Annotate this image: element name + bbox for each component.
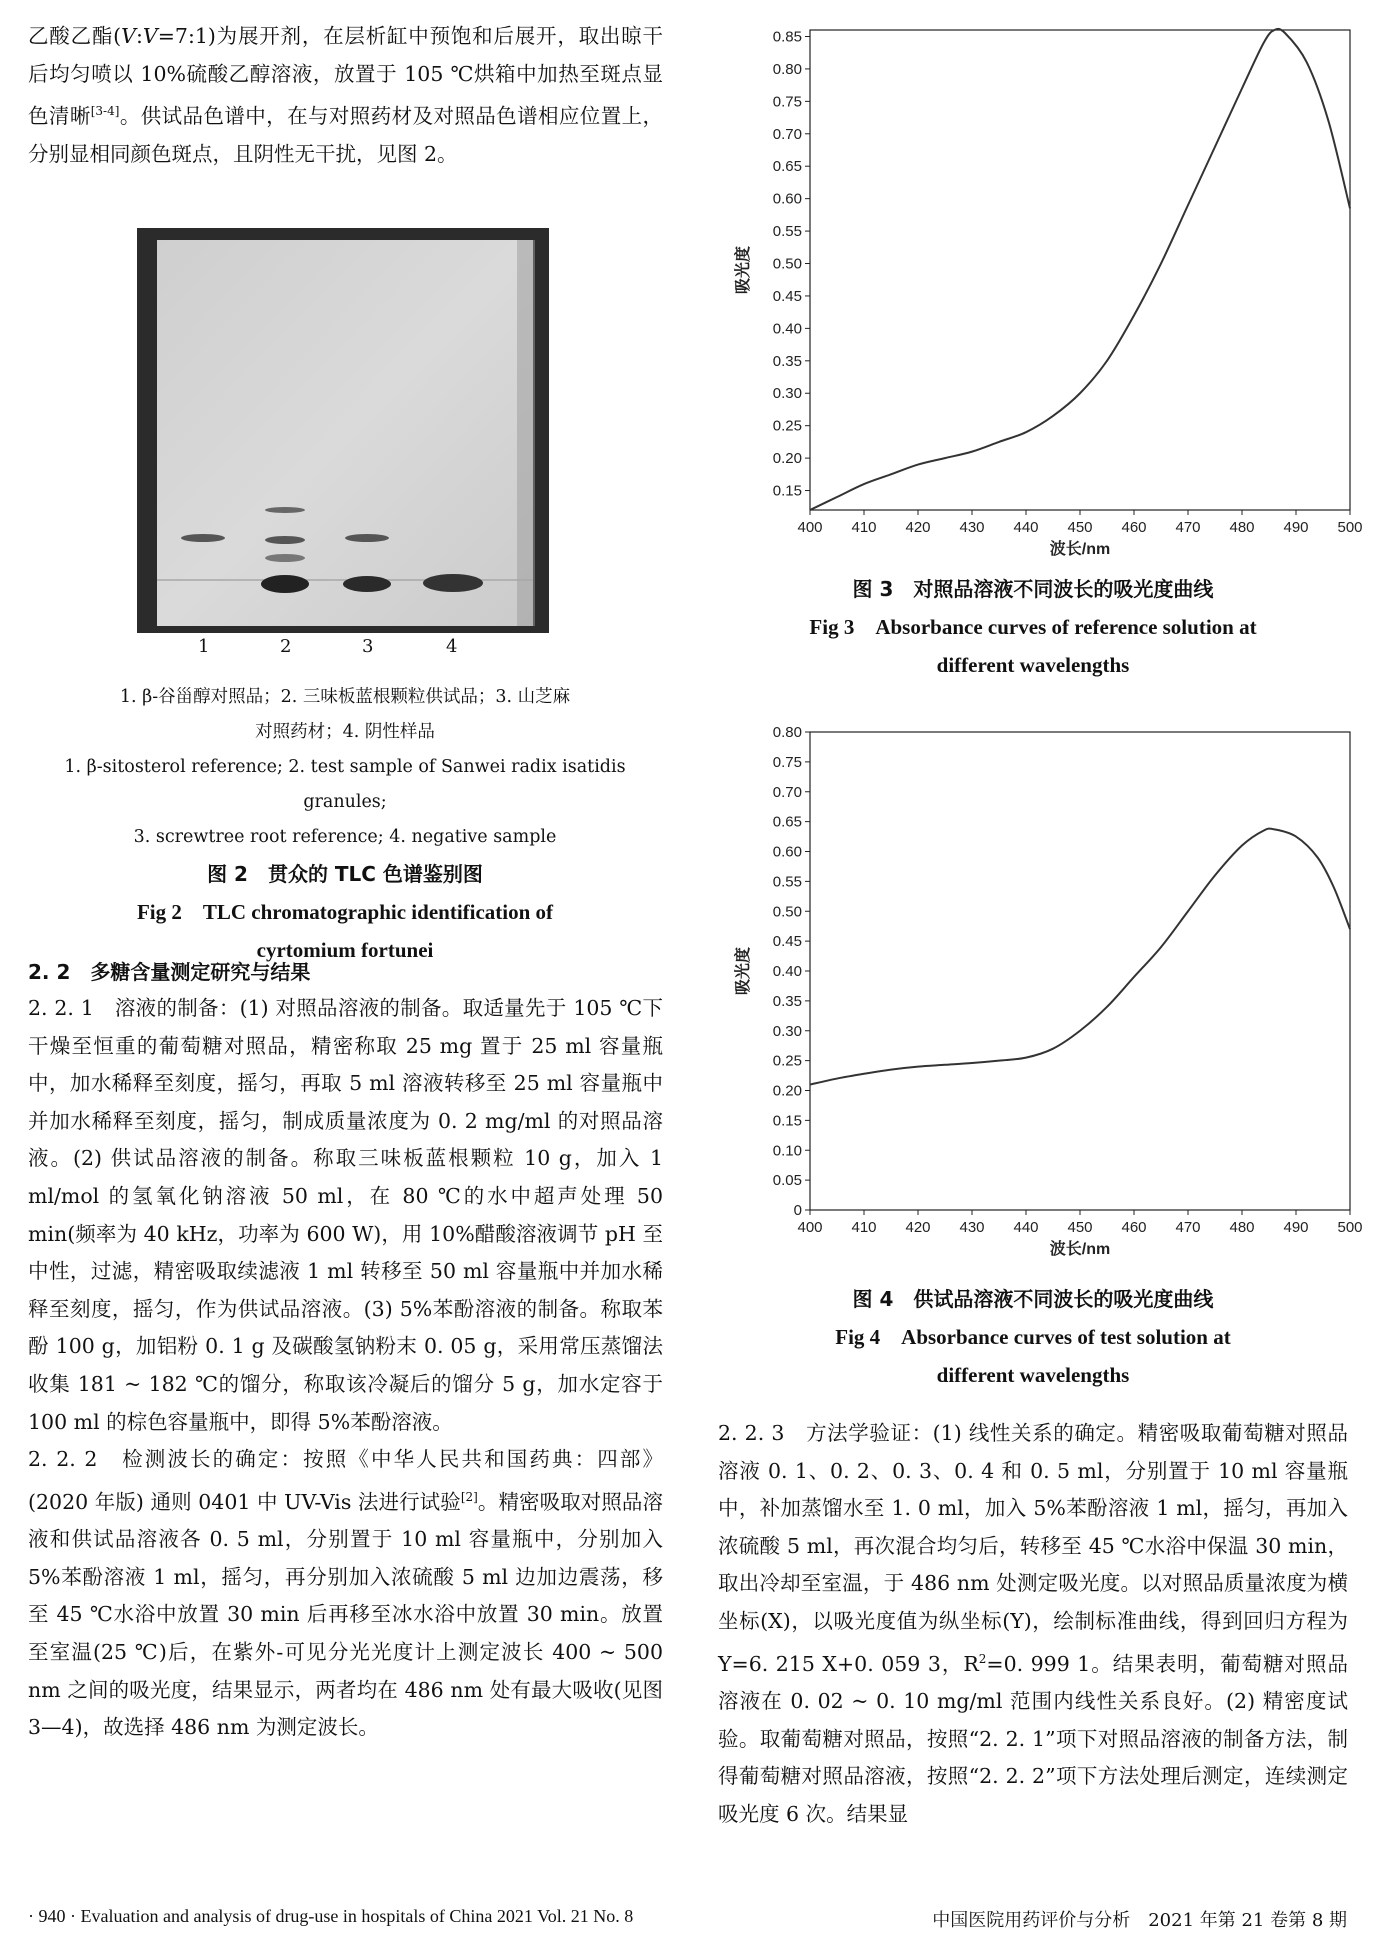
- x-tick-label: 420: [905, 519, 931, 536]
- y-tick-label: 0.45: [772, 933, 802, 951]
- x-tick-label: 400: [797, 1219, 823, 1236]
- spot-lane3-a: [345, 534, 389, 542]
- fig3-caption-en-2: different wavelengths: [936, 653, 1130, 677]
- plot-frame: [810, 732, 1350, 1210]
- spot-lane4-a: [423, 574, 483, 592]
- y-tick-label: 0.70: [772, 125, 802, 143]
- left-lower-text: [28, 952, 663, 1747]
- footer-left: · 940 · Evaluation and analysis of drug-use in hospitals of China 2021 Vol. 21 No. 8: [28, 1906, 634, 1926]
- y-tick-label: 0.55: [772, 223, 802, 241]
- y-tick-label: 0.60: [772, 190, 802, 208]
- x-tick-label: 410: [851, 1219, 877, 1236]
- x-tick-label: 430: [959, 519, 985, 536]
- fig2-caption-en-2: cyrtomium fortunei: [256, 938, 434, 962]
- fig3-caption-en-1: Fig 3 Absorbance curves of reference solution at: [809, 615, 1257, 639]
- fig3-caption-zh: 图 3 对照品溶液不同波长的吸光度曲线: [852, 577, 1214, 601]
- fig4-caption-zh: 图 4 供试品溶液不同波长的吸光度曲线: [852, 1287, 1214, 1311]
- fig2-legend-en-2: 3. screwtree root reference; 4. negative sample: [133, 827, 557, 847]
- y-tick-label: 0.75: [772, 93, 802, 111]
- x-axis-label: 波长/nm: [1049, 1241, 1111, 1258]
- x-tick-label: 460: [1121, 519, 1147, 536]
- x-tick-label: 460: [1121, 1219, 1147, 1236]
- x-tick-label: 470: [1175, 1219, 1201, 1236]
- x-tick-label: 430: [959, 1219, 985, 1236]
- x-tick-label: 450: [1067, 1219, 1093, 1236]
- lane-label-1: 1: [198, 636, 210, 657]
- x-tick-label: 420: [905, 1219, 931, 1236]
- plot-frame: [810, 30, 1350, 510]
- absorbance-series-line: [810, 29, 1350, 510]
- x-tick-label: 450: [1067, 519, 1093, 536]
- y-tick-label: 0.85: [772, 28, 802, 46]
- y-tick-label: 0.70: [772, 783, 802, 801]
- y-axis-label: 吸光度: [735, 245, 752, 295]
- y-tick-label: 0.50: [772, 255, 802, 273]
- tlc-lane-labels: [137, 636, 549, 666]
- x-tick-label: 440: [1013, 1219, 1039, 1236]
- y-tick-label: 0.30: [772, 1022, 802, 1040]
- paragraph-2-2-1: 2. 2. 1 溶液的制备：(1) 对照品溶液的制备。取适量先于 105 ℃下干燥至恒重的葡萄糖对照品，精密称取 25 mg 置于 25 ml 容量瓶中，加水稀释至刻度，摇匀，再取 5 ml 溶液转移至 25 ml 容量瓶中并加水稀释至刻度，摇匀，制成质量浓度为 0. 2 mg/ml 的对照品溶液。(2) 供试品溶液的制备。称取三味板蓝根颗粒 10 g，加入 1 ml/mol 的氢氧化钠溶液 50 ml，在 80 ℃的水中超声处理 50 min(频率为 40 kHz，功率为 600 W)，用 10%醋酸溶液调节 pH 至中性，过滤，精密吸取续滤液 1 ml 转移至 50 ml 容量瓶中并加水稀释至刻度，摇匀，作为供试品溶液。(3) 5%苯酚溶液的制备。称取苯酚 100 g，加铝粉 0. 1 g 及碳酸氢钠粉末 0. 05 g，采用常压蒸馏法收集 181 ~ 182 ℃的馏分，称取该冷凝后的馏分 5 g，加水定容于 100 ml 的棕色容量瓶中，即得 5%苯酚溶液。: [28, 996, 663, 1434]
- x-tick-label: 470: [1175, 519, 1201, 536]
- fig4-caption-en-1: Fig 4 Absorbance curves of test solution at: [835, 1325, 1231, 1349]
- y-tick-label: 0.25: [772, 417, 802, 435]
- y-tick-label: 0.40: [772, 320, 802, 338]
- tlc-plate-image: [137, 228, 549, 633]
- spot-lane3-b: [343, 576, 391, 592]
- fig3-caption-block: [718, 570, 1348, 684]
- y-tick-label: 0.65: [772, 158, 802, 176]
- paragraph-2-2-2: 2. 2. 2 检测波长的确定：按照《中华人民共和国药典：四部》(2020 年版) 通则 0401 中 UV-Vis 法进行试验[2]。精密吸取对照品溶液和供试品溶液各 0. 5 ml，分别置于 10 ml 容量瓶中，分别加入 5%苯酚溶液 1 ml，摇匀，再分别加入浓硫酸 5 ml 边加边震荡，移至 45 ℃水浴中放置 30 min 后再移至冰水浴中放置 30 min。放置至室温(25 ℃)后，在紫外-可见分光光度计上测定波长 400 ~ 500 nm 之间的吸光度，结果显示，两者均在 486 nm 处有最大吸收(见图 3—4)，故选择 486 nm 为测定波长。: [28, 1447, 663, 1740]
- spot-lane1-a: [181, 534, 225, 542]
- fig4-caption-block: [718, 1280, 1348, 1394]
- footer-right: 中国医院用药评价与分析 2021 年第 21 卷第 8 期: [932, 1910, 1347, 1931]
- fig4-caption-en-2: different wavelengths: [936, 1363, 1130, 1387]
- citation-ref[interactable]: [3-4]: [90, 104, 120, 119]
- y-tick-label: 0: [793, 1202, 802, 1219]
- y-tick-label: 0.80: [772, 724, 802, 741]
- x-tick-label: 440: [1013, 519, 1039, 536]
- y-tick-label: 0.75: [772, 753, 802, 771]
- fig2-legend-zh-1: 1. β-谷甾醇对照品；2. 三味板蓝根颗粒供试品；3. 山芝麻: [119, 687, 571, 707]
- section-heading-2-2: 2. 2 多糖含量测定研究与结果: [28, 960, 311, 984]
- y-tick-label: 0.30: [772, 385, 802, 403]
- y-tick-label: 0.15: [772, 482, 802, 500]
- fig2-caption-block: [20, 680, 670, 969]
- y-tick-label: 0.55: [772, 873, 802, 891]
- x-tick-label: 480: [1229, 1219, 1255, 1236]
- y-tick-label: 0.15: [772, 1112, 802, 1130]
- left-column: [28, 18, 663, 173]
- x-tick-label: 500: [1337, 519, 1363, 536]
- fig3-absorbance-chart: [730, 18, 1363, 573]
- y-tick-label: 0.10: [772, 1142, 802, 1160]
- y-tick-label: 0.60: [772, 843, 802, 861]
- x-tick-label: 410: [851, 519, 877, 536]
- x-tick-label: 400: [797, 519, 823, 536]
- y-axis-label: 吸光度: [735, 946, 752, 996]
- y-tick-label: 0.45: [772, 287, 802, 305]
- intro-paragraph: 乙酸乙酯(V:V=7:1)为展开剂，在层析缸中预饱和后展开，取出晾干后均匀喷以 10%硫酸乙醇溶液，放置于 105 ℃烘箱中加热至斑点显色清晰[3-4]。供试品色谱中，在与对照药材及对照品色谱相应位置上，分别显相同颜色斑点，且阴性无干扰，见图 2。: [28, 24, 664, 166]
- absorbance-series-line: [810, 829, 1350, 1085]
- fig2-caption-en-1: Fig 2 TLC chromatographic identification of: [136, 900, 554, 924]
- fig4-absorbance-chart: [730, 712, 1363, 1272]
- spot-lane2-c: [265, 554, 305, 562]
- spot-lane2-a: [265, 507, 305, 513]
- y-tick-label: 0.80: [772, 60, 802, 78]
- x-tick-label: 500: [1337, 1219, 1363, 1236]
- paragraph-2-2-3: 2. 2. 3 方法学验证：(1) 线性关系的确定。精密吸取葡萄糖对照品溶液 0. 1、0. 2、0. 3、0. 4 和 0. 5 ml，分别置于 10 ml 容量瓶中，补加蒸馏水至 1. 0 ml，加入 5%苯酚溶液 1 ml，摇匀，再加入浓硫酸 5 ml，再次混合均匀后，转移至 45 ℃水浴中保温 30 min，取出冷却至室温，于 486 nm 处测定吸光度。以对照品质量浓度为横坐标(X)，以吸光度值为纵坐标(Y)，绘制标准曲线，得到回归方程为 Y=6. 215 X+0. 059 3，$R^2=0$. 999 1。结果表明，葡萄糖对照品溶液在 0. 02 ~ 0. 10 mg/ml 范围内线性关系良好。(2) 精密度试验。取葡萄糖对照品，按照“2. 2. 1”项下对照品溶液的制备方法，制得葡萄糖对照品溶液，按照“2. 2. 2”项下方法处理后测定，连续测定吸光度 6 次。结果显: [718, 1421, 1348, 1826]
- right-lower-text: [718, 1415, 1348, 1833]
- lane-label-2: 2: [280, 636, 292, 657]
- y-tick-label: 0.40: [772, 963, 802, 980]
- spot-lane2-b: [265, 536, 305, 544]
- fig2-legend-en-1: 1. β-sitosterol reference; 2. test sample of Sanwei radix isatidis granules;: [64, 757, 626, 812]
- y-tick-label: 0.65: [772, 813, 802, 831]
- tlc-plate-svg: [137, 228, 549, 633]
- x-tick-label: 480: [1229, 519, 1255, 536]
- y-tick-label: 0.20: [772, 1082, 802, 1100]
- lane-label-3: 3: [362, 636, 374, 657]
- y-tick-label: 0.35: [772, 992, 802, 1010]
- spot-lane2-d: [261, 575, 309, 593]
- x-tick-label: 490: [1283, 1219, 1309, 1236]
- y-tick-label: 0.35: [772, 352, 802, 370]
- y-tick-label: 0.20: [772, 450, 802, 468]
- lane-label-4: 4: [446, 636, 458, 657]
- y-tick-label: 0.50: [772, 903, 802, 921]
- x-tick-label: 490: [1283, 519, 1309, 536]
- y-tick-label: 0.05: [772, 1172, 802, 1190]
- x-axis-label: 波长/nm: [1049, 541, 1111, 558]
- fig2-legend-zh-2: 对照药材；4. 阴性样品: [255, 722, 435, 742]
- citation-ref-2[interactable]: [2]: [460, 1489, 478, 1504]
- fig2-caption-zh: 图 2 贯众的 TLC 色谱鉴别图: [207, 862, 483, 886]
- y-tick-label: 0.25: [772, 1052, 802, 1070]
